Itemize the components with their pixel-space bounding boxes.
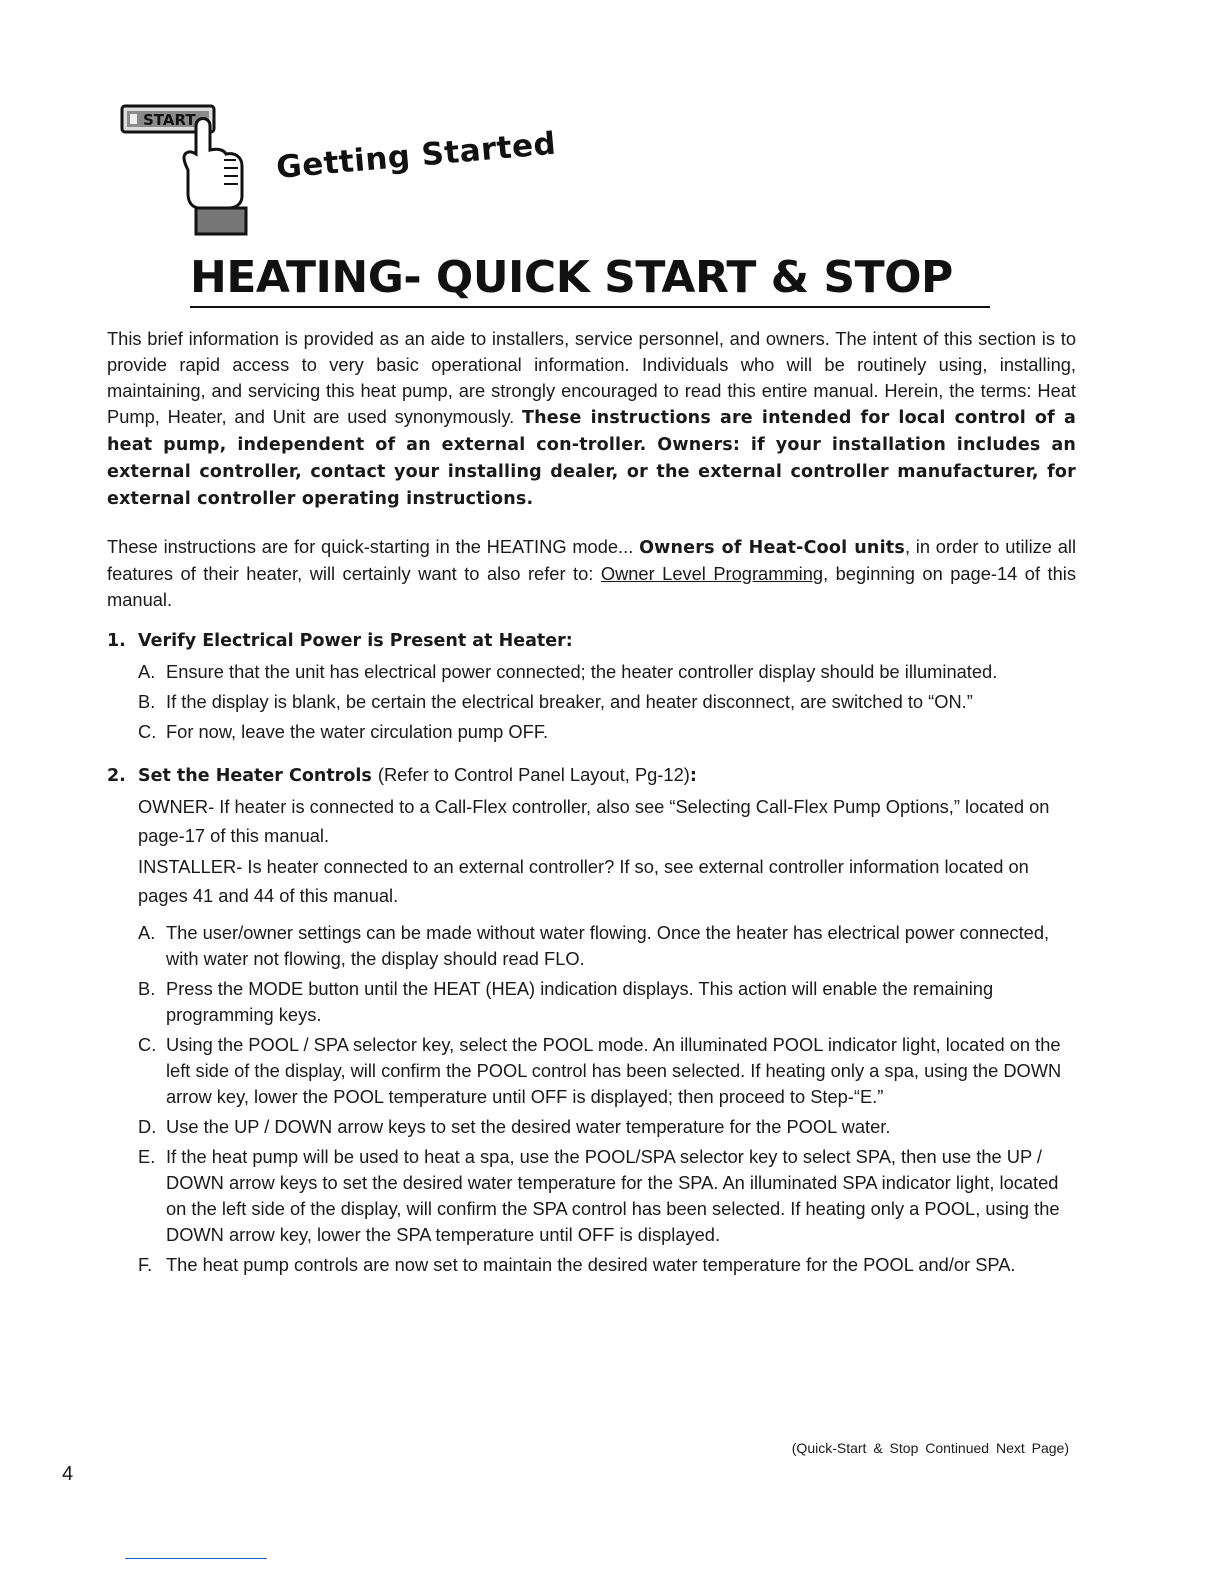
step-2-reference: (Refer to Control Panel Layout, Pg-12) <box>377 764 690 785</box>
step-2-list <box>107 920 1076 1278</box>
intro-paragraph-2 <box>107 534 1076 613</box>
list-item <box>138 689 1076 715</box>
intro2-text-b: , in order to utilize all features of their heater, will certainly want to also refer to: <box>107 536 1077 584</box>
item-text: The heat pump controls are now set to maintain the desired water temperature for the POOL and/or SPA. <box>166 1254 1016 1275</box>
intro-paragraph <box>107 326 1076 512</box>
start-button-hand-icon <box>118 100 258 240</box>
intro2-text-a: These instructions are for quick-starting in the HEATING mode... <box>107 536 634 557</box>
intro-bold-notice: These instructions are intended for local control of a heat pump, independent of an external con-troller. Owners: if your installation includes an external controller, contact your installing dealer, or the external controller manufacturer, for external controller operating instructions. <box>107 408 1076 509</box>
item-letter: C. <box>138 1034 157 1055</box>
intro-text: This brief information is provided as an aide to installers, service personnel, and owners. The intent of this section is to provide rapid access to very basic operational information. Individuals who will be routinely using, installing, maintaining, and servicing this heat pump, are strongly encouraged to read this entire manual. Herein, the terms: Heat Pump, Heater, and Unit are used synonymously. <box>107 328 1076 427</box>
item-text: For now, leave the water circulation pump OFF. <box>166 721 549 742</box>
item-letter: A. <box>138 661 156 682</box>
item-letter: F. <box>138 1254 153 1275</box>
step-2-title: Set the Heater Controls <box>138 766 372 786</box>
item-letter: B. <box>138 691 156 712</box>
step-2-heading <box>107 761 1076 790</box>
item-text: If the heat pump will be used to heat a spa, use the POOL/SPA selector key to select SPA, then use the UP / DOWN arrow keys to set the desired water temperature for the SPA. An illuminated SPA indicator light, located on the left side of the display, will confirm the SPA control has been selected. If heating only a POOL, using the DOWN arrow key, lower the SPA temperature until OFF is displayed. <box>166 1146 1060 1245</box>
owner-level-programming-link[interactable]: Owner Level Programming <box>600 563 824 584</box>
item-letter: E. <box>138 1146 156 1167</box>
item-text: Ensure that the unit has electrical power connected; the heater controller display should be illuminated. <box>166 661 998 682</box>
step-2-number: 2. <box>107 766 126 786</box>
item-letter: C. <box>138 721 157 742</box>
page-number: 4 <box>62 1463 74 1485</box>
intro2-text-c: , beginning on page-14 of this manual. <box>107 563 1076 610</box>
item-text: The user/owner settings can be made without water flowing. Once the heater has electrical power connected, with water not flowing, the display should read FLO. <box>166 922 1050 969</box>
list-item <box>138 920 1076 972</box>
item-text: Press the MODE button until the HEAT (HEA) indication displays. This action will enable the remaining programming keys. <box>166 978 994 1025</box>
list-item <box>138 1114 1076 1140</box>
intro2-bold: Owners of Heat-Cool units <box>639 538 905 558</box>
owner-note: OWNER- If heater is connected to a Call-Flex controller, also see “Selecting Call-Flex Pump Options,” located on page-17 of this manual. <box>138 796 1050 846</box>
list-item <box>138 659 1076 685</box>
item-letter: B. <box>138 978 156 999</box>
item-text: Using the POOL / SPA selector key, select the POOL mode. An illuminated POOL indicator light, located on the left side of the display, will confirm the POOL control has been selected. If heating only a spa, using the DOWN arrow key, lower the POOL temperature until OFF is displayed; then proceed to Step-“E.” <box>166 1034 1062 1107</box>
step-1-heading <box>107 627 1076 655</box>
step-2-colon: : <box>689 766 697 786</box>
section-subtitle: Getting Started <box>274 125 558 186</box>
item-letter: D. <box>138 1116 157 1137</box>
list-item <box>138 1032 1076 1110</box>
list-item <box>138 1144 1076 1248</box>
step-1-list <box>107 659 1076 745</box>
list-item <box>138 719 1076 745</box>
continued-note: (Quick-Start & Stop Continued Next Page) <box>791 1440 1069 1456</box>
item-text: If the display is blank, be certain the electrical breaker, and heater disconnect, are switched to “ON.” <box>166 691 973 712</box>
list-item <box>138 1252 1076 1278</box>
page-title: HEATING- QUICK START & STOP <box>190 250 990 308</box>
start-button-label: START <box>143 111 196 129</box>
step-1-number: 1. <box>107 631 126 651</box>
document-body <box>107 326 1076 1282</box>
step-1-title: Verify Electrical Power is Present at Heater: <box>138 631 573 651</box>
item-text: Use the UP / DOWN arrow keys to set the desired water temperature for the POOL water. <box>166 1116 891 1137</box>
item-letter: A. <box>138 922 156 943</box>
installer-note: INSTALLER- Is heater connected to an external controller? If so, see external controller information located on pages 41 and 44 of this manual. <box>138 856 1029 906</box>
footer-divider <box>125 1558 267 1559</box>
list-item <box>138 976 1076 1028</box>
